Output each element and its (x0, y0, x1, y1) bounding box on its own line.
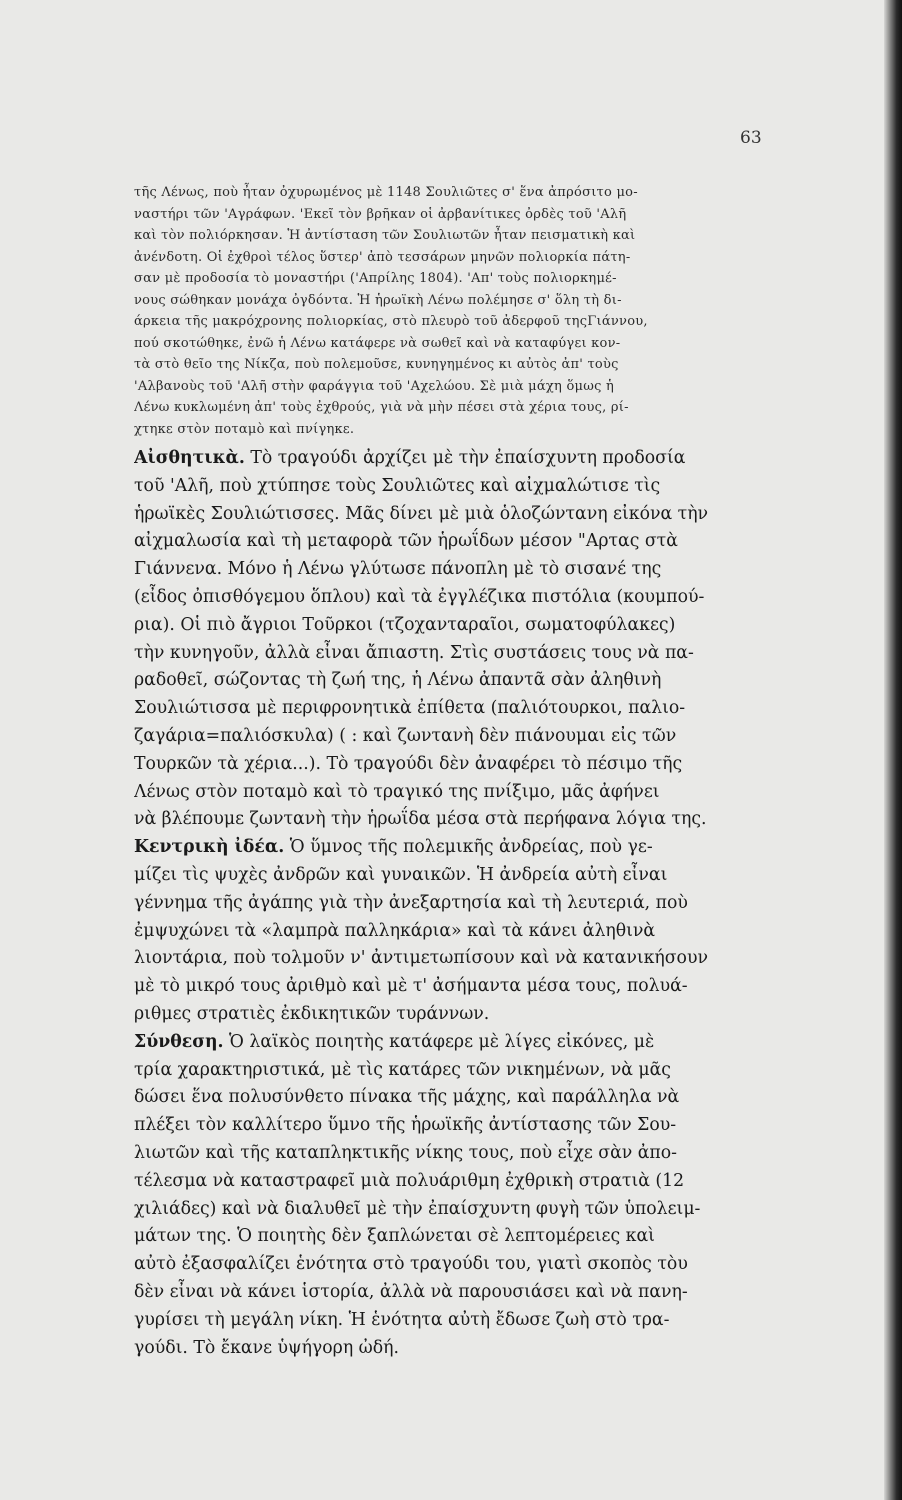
body-line: ραδοθεῖ, σώζοντας τὴ ζωή της, ἡ Λένω ἀπαντᾶ σὰν ἀληθινὴ (134, 670, 662, 691)
footnote-line: τὰ στὸ θεῖο της Νίκζα, ποὺ πολεμοῦσε, κυνηγημένος κι αὐτὸς ἀπ' τοὺς (134, 357, 619, 372)
body-line: Ὁ λαϊκὸς ποιητὴς κατάφερε μὲ λίγες εἰκόνες, μὲ (223, 1031, 655, 1052)
footnote-line: χτηκε στὸν ποταμὸ καὶ πνίγηκε. (134, 421, 355, 437)
body-line: ρια). Οἱ πιὸ ἄγριοι Τοῦρκοι (τζοχανταραῖοι, σωματοφύλακες) (134, 614, 676, 635)
section-heading-synthesis: Σύνθεση. (134, 1031, 224, 1052)
body-line: Σουλιώτισσα μὲ περιφρονητικὰ ἐπίθετα (παλιότουρκοι, παλιο- (134, 698, 686, 719)
body-line: τοῦ 'Αλῆ, ποὺ χτύπησε τοὺς Σουλιῶτες καὶ αἰχμαλώτισε τὶς (134, 475, 661, 496)
body-line: λιωτῶν καὶ τῆς καταπληκτικῆς νίκης τους, ποὺ εἶχε σὰν ἀπο- (134, 1142, 678, 1163)
body-line: τὴν κυνηγοῦν, ἀλλὰ εἶναι ἄπιαστη. Στὶς συστάσεις τους νὰ πα- (134, 642, 694, 663)
footnote-line: άρκεια τῆς μακρόχρονης πολιορκίας, στὸ πλευρὸ τοῦ ἀδερφοῦ τηςΓιάννου, (134, 314, 648, 329)
footnote-line: Λένω κυκλωμένη ἀπ' τοὺς ἐχθρούς, γιὰ νὰ μὴν πέσει στὰ χέρια τους, ρί- (134, 400, 629, 415)
body-line: ἐμψυχώνει τὰ «λαμπρὰ παλληκάρια» καὶ τὰ κάνει ἀληθινὰ (134, 920, 656, 941)
body-line: αἰχμαλωσία καὶ τὴ μεταφορὰ τῶν ἡρωΐδων μέσον "Αρτας στὰ (134, 531, 678, 552)
section-heading-central-idea: Κεντρικὴ ἰδέα. (134, 837, 285, 858)
body-line: μάτων της. Ὁ ποιητὴς δὲν ξαπλώνεται σὲ λεπτομέρειες καὶ (134, 1226, 655, 1247)
footnote-line: ἀνένδοτη. Οἱ ἐχθροὶ τέλος ὕστερ' ἀπὸ τεσσάρων μηνῶν πολιορκία πάτη- (134, 249, 631, 265)
body-line: χιλιάδες) καὶ νὰ διαλυθεῖ μὲ τὴν ἐπαίσχυντη φυγὴ τῶν ὑπολειμ- (134, 1198, 701, 1219)
body-line: δώσει ἕνα πολυσύνθετο πίνακα τῆς μάχης, καὶ παράλληλα νὰ (134, 1087, 680, 1108)
body-line: μίζει τὶς ψυχὲς ἀνδρῶν καὶ γυναικῶν. Ἡ ἀνδρεία αὐτὴ εἶναι (134, 864, 668, 885)
body-line: ζαγάρια=παλιόσκυλα) ( : καὶ ζωντανὴ δὲν πιάνουμαι εἰς τῶν (134, 725, 677, 746)
section-central-idea-first-line (134, 834, 764, 862)
body-line: Ὁ ὕμνος τῆς πολεμικῆς ἀνδρείας, ποὺ γε- (284, 837, 653, 858)
footnote-line: 'Αλβανοὺς τοῦ 'Αλῆ στὴν φαράγγια τοῦ 'Αχελώου. Σὲ μιὰ μάχη ὅμως ἡ (134, 378, 615, 394)
footnote-line: νους σώθηκαν μονάχα ὀγδόντα. Ἡ ἡρωϊκὴ Λένω πολέμησε σ' ὅλη τὴ δι- (134, 292, 622, 308)
footnote-line: τῆς Λένως, ποὺ ἦταν ὀχυρωμένος μὲ 1148 Σουλιῶτες σ' ἕνα ἀπρόσιτο μο- (134, 185, 638, 200)
body-line: Τουρκῶν τὰ χέρια...). Τὸ τραγούδι δὲν ἀναφέρει τὸ πέσιμο τῆς (134, 753, 683, 774)
body-line: πλέξει τὸν καλλίτερο ὕμνο τῆς ἡρωϊκῆς ἀντίστασης τῶν Σου- (134, 1115, 677, 1136)
main-text (134, 445, 764, 1362)
body-line: ριθμες στρατιὲς ἐκδικητικῶν τυράννων. (134, 1003, 490, 1024)
page-edge-shadow (884, 0, 902, 1500)
body-line: (εἶδος ὀπισθόγεμου ὅπλου) καὶ τὰ ἐγγλέζικα πιστόλια (κουμπού- (134, 586, 705, 607)
body-line: γυρίσει τὴ μεγάλη νίκη. Ἡ ἑνότητα αὐτὴ ἔδωσε ζωὴ στὸ τρα- (134, 1309, 670, 1330)
body-line: ἡρωϊκὲς Σουλιώτισσες. Μᾶς δίνει μὲ μιὰ ὁλοζώντανη εἰκόνα τὴν (134, 503, 709, 524)
body-line: νὰ βλέπουμε ζωντανὴ τὴν ἡρωΐδα μέσα στὰ περήφανα λόγια της. (134, 809, 707, 830)
section-aesthetics-first-line (134, 445, 764, 473)
body-line: τρία χαρακτηριστικά, μὲ τὶς κατάρες τῶν νικημένων, νὰ μᾶς (134, 1059, 671, 1080)
body-line: αὐτὸ ἐξασφαλίζει ἑνότητα στὸ τραγούδι του, γιατὶ σκοπὸς τὸυ (134, 1254, 688, 1275)
body-line: δὲν εἶναι νὰ κάνει ἱστορία, ἀλλὰ νὰ παρουσιάσει καὶ νὰ πανη- (134, 1281, 688, 1302)
footnote-line: καὶ τὸν πολιόρκησαν. Ἡ ἀντίσταση τῶν Σουλιωτῶν ἦταν πεισματικὴ καὶ (134, 228, 636, 243)
footnote-line: πού σκοτώθηκε, ἐνῶ ἡ Λένω κατάφερε νὰ σωθεῖ καὶ νὰ καταφύγει κον- (134, 335, 621, 351)
body-line: Γιάννενα. Μόνο ἡ Λένω γλύτωσε πάνοπλη μὲ τὸ σισανέ της (134, 559, 662, 580)
body-line: Λένως στὸν ποταμὸ καὶ τὸ τραγικό της πνίξιμο, μᾶς ἀφήνει (134, 781, 660, 802)
body-line: γούδι. Τὸ ἔκανε ὑψήγορη ὠδή. (134, 1337, 400, 1358)
footnote-line: ναστήρι τῶν 'Αγράφων. 'Εκεῖ τὸν βρῆκαν οἱ ἀρβανίτικες ὀρδὲς τοῦ 'Αλῆ (134, 206, 627, 222)
body-line: λιοντάρια, ποὺ τολμοῦν ν' ἀντιμετωπίσουν καὶ νὰ κατανικήσουν (134, 948, 708, 969)
section-heading-aesthetics: Αἰσθητικὰ. (134, 448, 245, 468)
body-line: τέλεσμα νὰ καταστραφεῖ μιὰ πολυάριθμη ἐχθρικὴ στρατιὰ (12 (134, 1170, 685, 1191)
section-synthesis-first-line (134, 1029, 764, 1057)
page-number: 63 (740, 128, 762, 148)
body-line: γέννημα τῆς ἀγάπης γιὰ τὴν ἀνεξαρτησία καὶ τὴ λευτεριά, ποὺ (134, 892, 688, 913)
footnote-line: σαν μὲ προδοσία τὸ μοναστήρι ('Απρίλης 1804). 'Απ' τοὺς πολιορκημέ- (134, 271, 617, 286)
body-line: μὲ τὸ μικρό τους ἀριθμὸ καὶ μὲ τ' ἀσήμαντα μέσα τους, πολυά- (134, 976, 688, 997)
body-line: Τὸ τραγούδι ἀρχίζει μὲ τὴν ἐπαίσχυντη προδοσία (244, 448, 686, 468)
footnote-block (134, 182, 762, 440)
